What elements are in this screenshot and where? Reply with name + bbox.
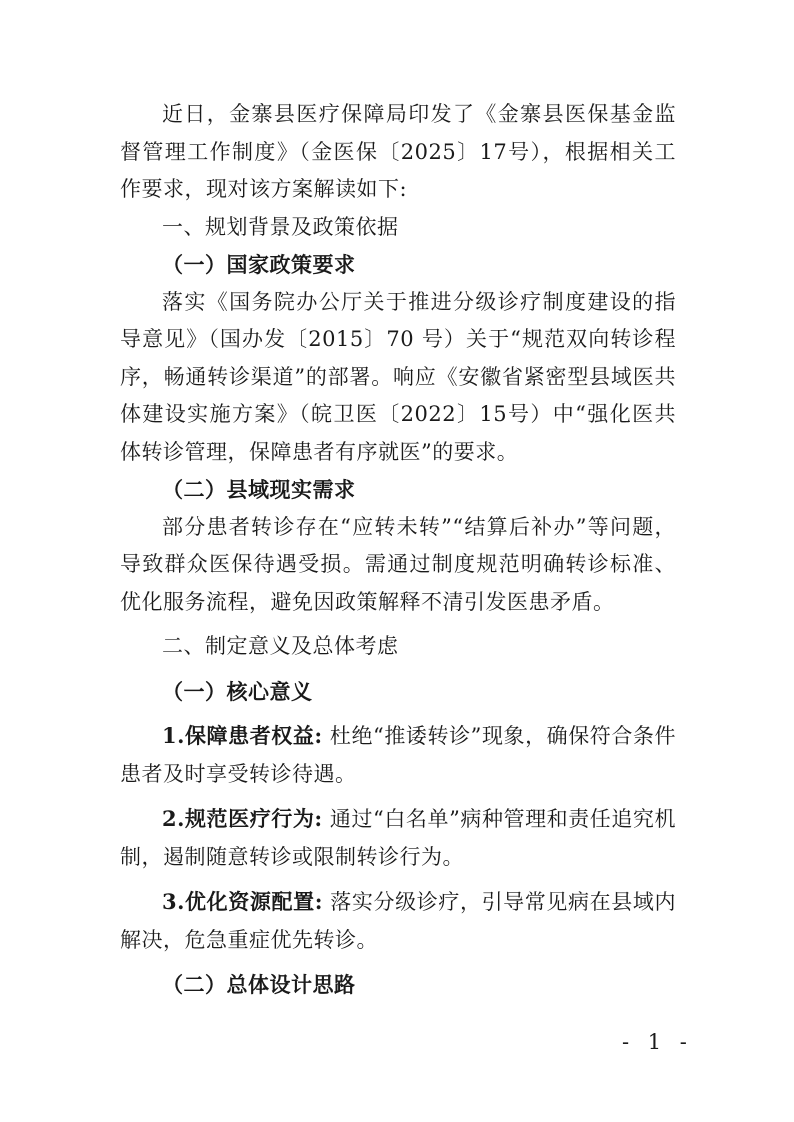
section1-sub2-paragraph: 部分患者转诊存在“应转未转”“结算后补办”等问题，导致群众医保待遇受损。需通过制度规范明确转诊标准、优化服务流程，避免因政策解释不清引发医患矛盾。	[120, 514, 676, 614]
intro-paragraph: 近日，金寨县医疗保障局印发了《金寨县医保基金监督管理工作制度》（金医保〔2025〕17号），根据相关工作要求，现对该方案解读如下:	[120, 102, 676, 201]
section2-sub1-heading: （一）核心意义	[162, 678, 313, 704]
list-item-text: 杜绝“推诿转诊”现象，确保符合条件患者及时享受转诊待遇。	[120, 724, 676, 786]
list-item-lead: 2.规范医疗行为:	[162, 806, 323, 831]
list-item-lead: 1.保障患者权益:	[162, 723, 323, 748]
section1-sub2-heading: （二）县域现实需求	[162, 477, 356, 502]
section1-sub1-heading: （一）国家政策要求	[162, 252, 356, 277]
list-item-lead: 3.优化资源配置:	[162, 889, 323, 914]
page-number: - 1 -	[622, 1030, 693, 1054]
section2-heading: 二、制定意义及总体考虑	[162, 634, 399, 658]
list-item	[120, 717, 676, 793]
list-item-text: 落实分级诊疗，引导常见病在县域内解决，危急重症优先转诊。	[120, 890, 676, 952]
section1-sub1-paragraph: 落实《国务院办公厅关于推进分级诊疗制度建设的指导意见》（国办发〔2015〕70 号）关于“规范双向转诊程序，畅通转诊渠道”的部署。响应《安徽省紧密型县域医共体建设实施方案》（皖卫医〔2022〕15号）中“强化医共体转诊管理，保障患者有序就医”的要求。	[120, 289, 676, 464]
section2-sub2-heading: （二）总体设计思路	[162, 972, 356, 997]
document-page	[120, 96, 676, 1004]
list-item	[120, 800, 676, 876]
list-item	[120, 883, 676, 959]
list-item-text: 通过“白名单”病种管理和责任追究机制，遏制随意转诊或限制转诊行为。	[120, 807, 676, 869]
section1-heading: 一、规划背景及政策依据	[162, 214, 399, 239]
